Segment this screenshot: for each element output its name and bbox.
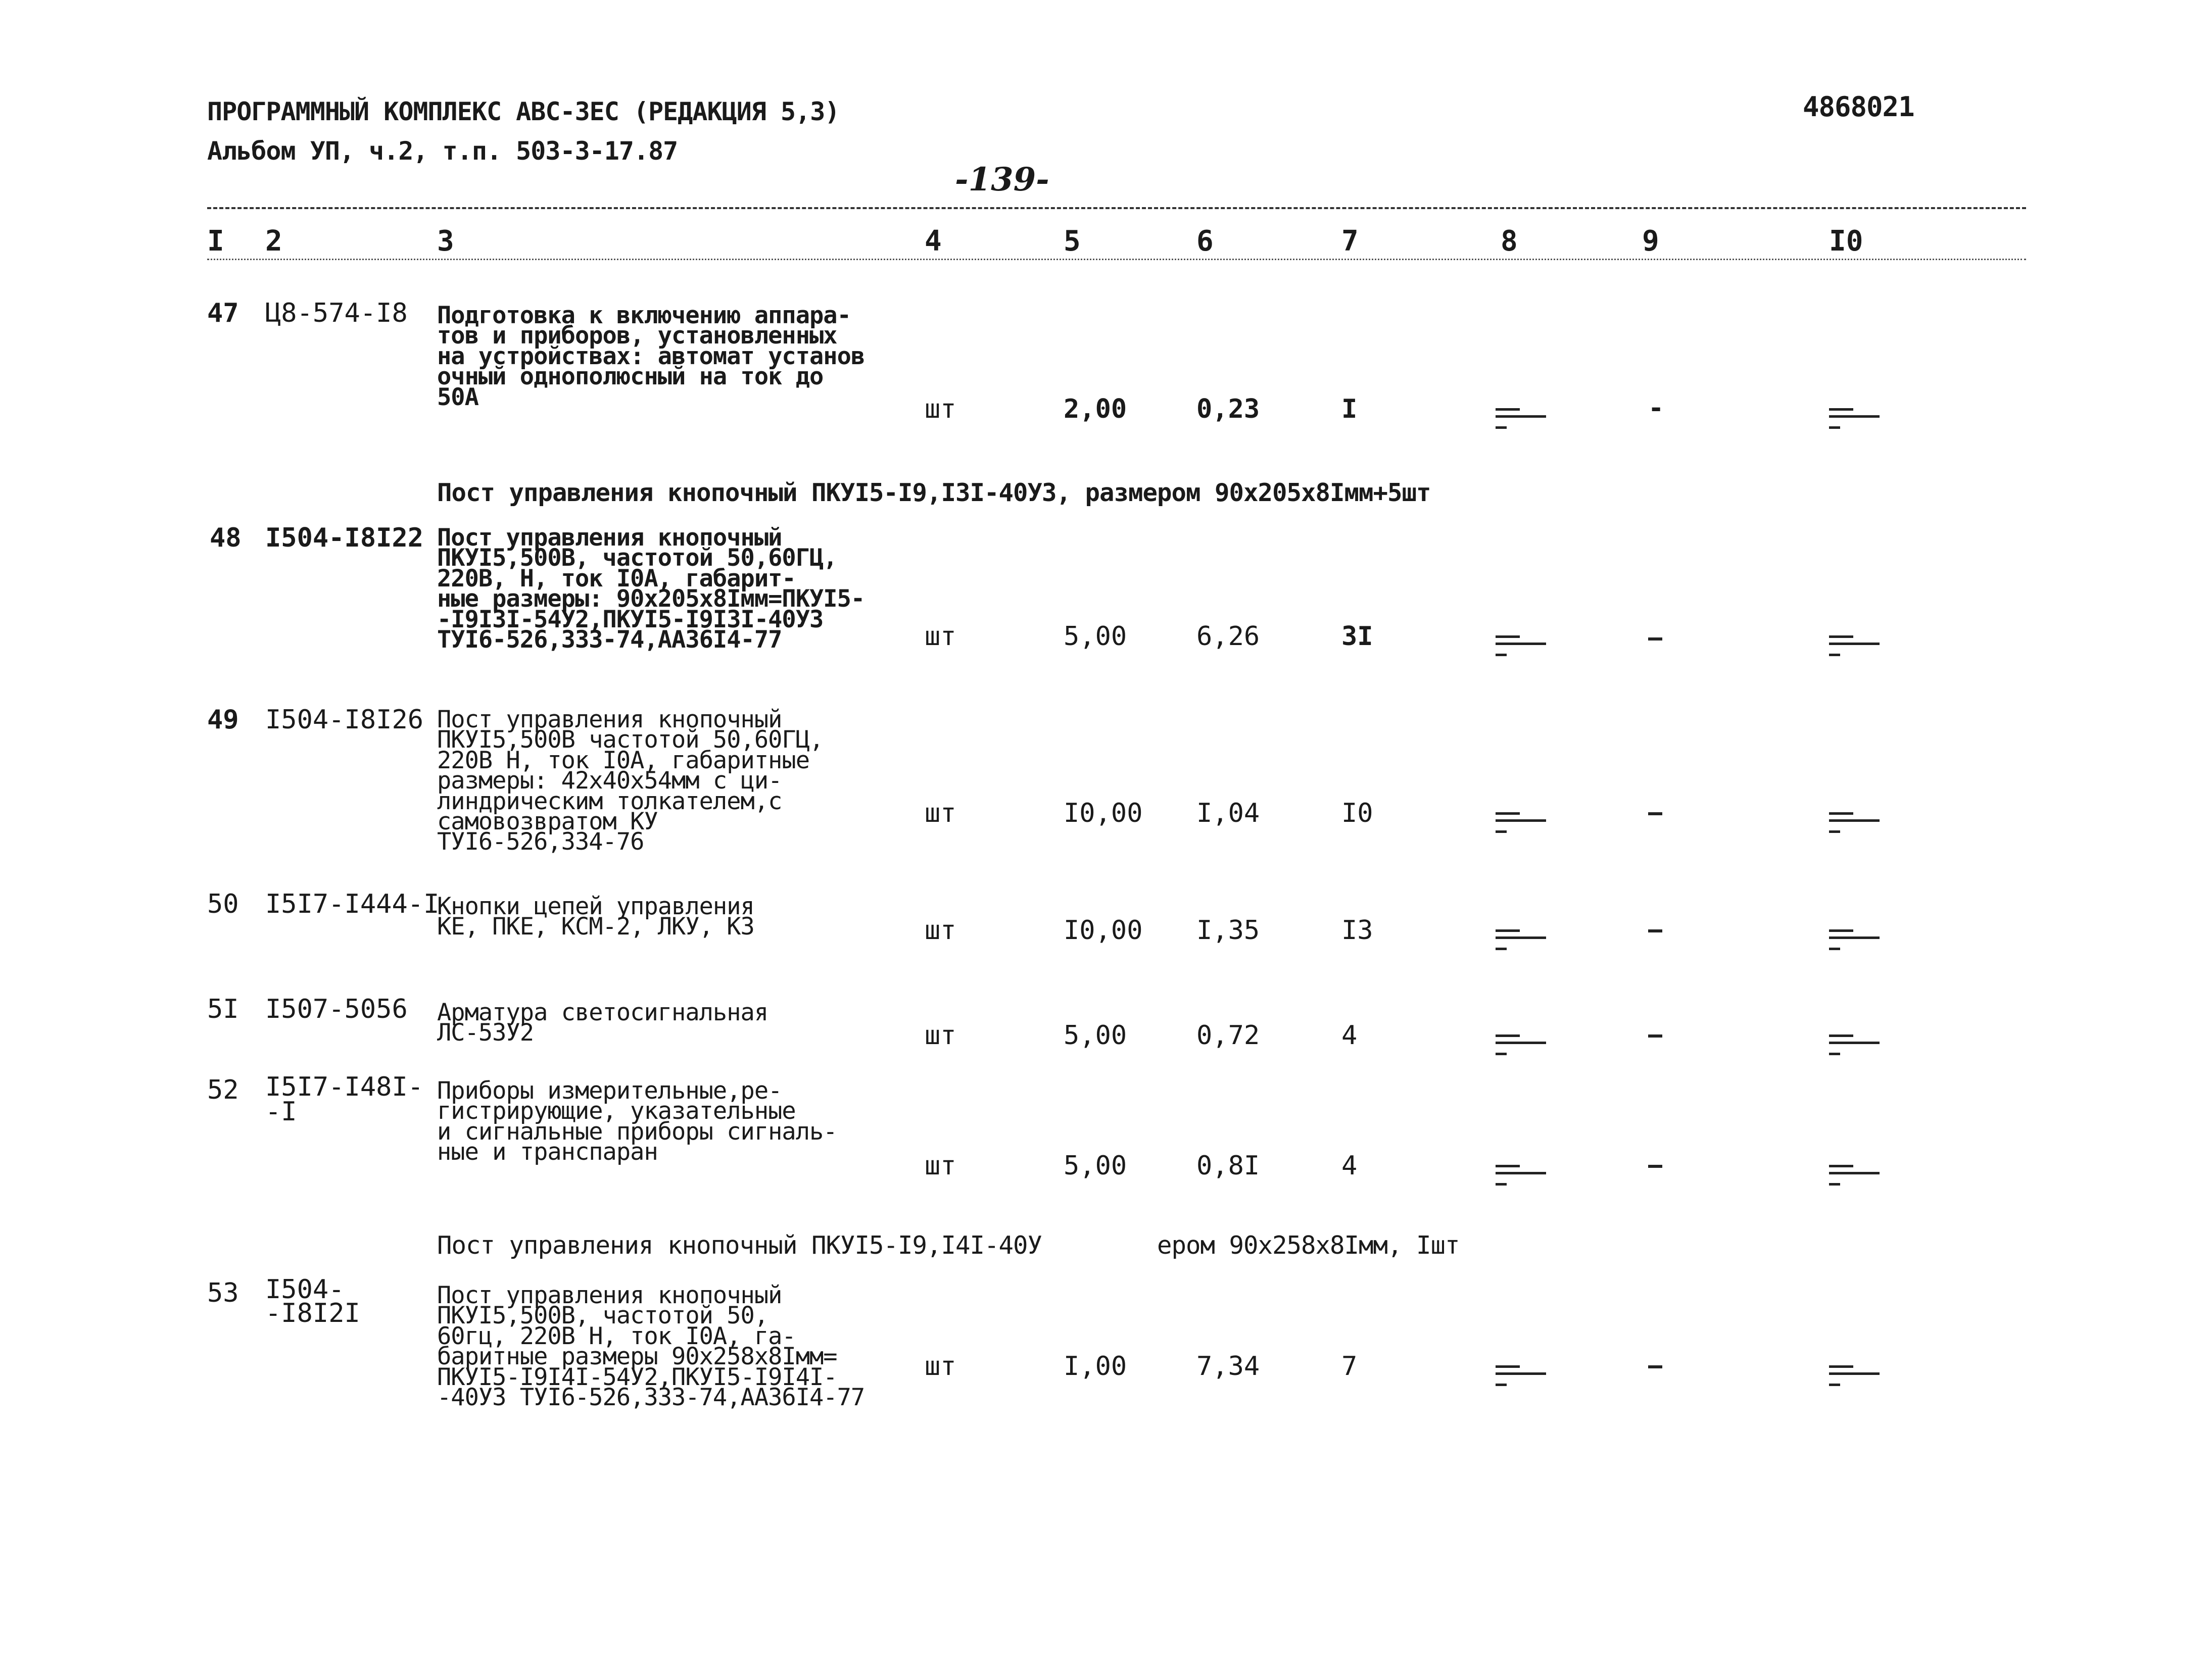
row-description: Пост управления кнопочный ПКУI5,500В, частотой 50,60ГЦ, 220В, Н, ток I0А, габарит- ные размеры: 90х205х8Iмм=ПКУI5- -I9I3I-54У2,ПКУI5-I9I3I-40У3 ТУI6-526,333-74,АА36I4-77 bbox=[437, 524, 865, 654]
row-description: Арматура светосигнальная ЛС-53У2 bbox=[437, 999, 768, 1047]
row-description: Пост управления кнопочный ПКУI5,500В частотой 50,60ГЦ, 220В Н, ток I0А, габаритные размеры: 42х40х54мм с ци- линдрическим толкателем,с самовозвратом КУ ТУI6-526,334-76 bbox=[437, 706, 824, 856]
row-price: I,04 bbox=[1196, 798, 1260, 828]
row-code: I5I7-I48I- -I bbox=[265, 1072, 424, 1127]
col8-dash-mark bbox=[1496, 1165, 1546, 1183]
row-description: Пост управления кнопочный ПКУI5,500В, частотой 50, 60гц, 220В Н, ток I0А, га- баритные размеры 90х258х8Iмм= ПКУI5-I9I4I-54У2,ПКУI5-I9I4I- -40У3 ТУI6-526,333-74,АА36I4-77 bbox=[437, 1281, 865, 1412]
col9-dash bbox=[1648, 812, 1662, 815]
row-number: 50 bbox=[207, 889, 239, 919]
row-code: I504-I8I26 bbox=[265, 705, 424, 735]
row-total: I3 bbox=[1341, 915, 1373, 946]
row-quantity: 5,00 bbox=[1064, 1151, 1127, 1181]
row-quantity: I,00 bbox=[1064, 1351, 1127, 1382]
row-unit: шт bbox=[925, 621, 956, 652]
col9-dash bbox=[1648, 1165, 1662, 1168]
row-total: I bbox=[1341, 394, 1358, 424]
row-quantity: I0,00 bbox=[1064, 798, 1143, 828]
col8-dash-mark bbox=[1496, 812, 1546, 830]
col-header-6: 6 bbox=[1196, 225, 1214, 258]
row-code: I5I7-I444-I bbox=[265, 889, 440, 919]
col-header-8: 8 bbox=[1501, 225, 1518, 258]
col10-dash-mark bbox=[1829, 1165, 1880, 1183]
row-description: Подготовка к включению аппара- тов и приборов, установленных на устройствах: автомат установ очный однополюсный на ток до 50А bbox=[437, 302, 865, 411]
row-number: 47 bbox=[207, 298, 239, 328]
col-header-2: 2 bbox=[265, 225, 282, 258]
row-quantity: I0,00 bbox=[1064, 915, 1143, 946]
row-code: Ц8-574-I8 bbox=[265, 298, 408, 328]
col8-dash-mark bbox=[1496, 408, 1546, 426]
program-title: ПРОГРАММНЫЙ КОМПЛЕКС АВС-ЗЕС (РЕДАКЦИЯ 5,3) bbox=[207, 97, 840, 126]
row-total: 7 bbox=[1341, 1351, 1358, 1382]
col-header-1: I bbox=[207, 225, 224, 258]
col-header-7: 7 bbox=[1341, 225, 1359, 258]
section-title: Пост управления кнопочный ПКУI5-I9,I4I-40У ером 90х258х8Iмм, Iшт bbox=[437, 1231, 1460, 1260]
col9-dash bbox=[1648, 1365, 1662, 1368]
row-code: I507-5056 bbox=[265, 994, 408, 1024]
row-unit: шт bbox=[925, 1020, 956, 1051]
col10-dash-mark bbox=[1829, 1365, 1880, 1384]
row-number: 52 bbox=[207, 1075, 239, 1105]
row-number: 48 bbox=[210, 523, 242, 553]
col10-dash-mark bbox=[1829, 812, 1880, 830]
col8-dash-mark bbox=[1496, 929, 1546, 948]
row-number: 5I bbox=[207, 994, 239, 1024]
row-quantity: 2,00 bbox=[1064, 394, 1127, 424]
row-unit: шт bbox=[925, 1351, 956, 1382]
col8-dash-mark bbox=[1496, 635, 1546, 654]
document-code: 4868021 bbox=[1803, 91, 1914, 123]
row-total: 4 bbox=[1341, 1020, 1358, 1051]
row-quantity: 5,00 bbox=[1064, 1020, 1127, 1051]
col-header-9: 9 bbox=[1642, 225, 1659, 258]
col10-dash-mark bbox=[1829, 635, 1880, 654]
header-rule-bottom bbox=[207, 259, 2026, 260]
album-reference: Альбом УП, ч.2, т.п. 503-3-17.87 bbox=[207, 136, 678, 166]
col9-dash: - bbox=[1648, 393, 1664, 423]
col9-dash bbox=[1648, 1034, 1662, 1038]
section-title: Пост управления кнопочный ПКУI5-I9,I3I-40У3, размером 90х205х8Iмм+5шт bbox=[437, 478, 1431, 507]
row-price: 0,23 bbox=[1196, 394, 1260, 424]
row-total: 4 bbox=[1341, 1151, 1358, 1181]
col-header-3: 3 bbox=[437, 225, 454, 258]
row-number: 49 bbox=[207, 705, 239, 735]
row-unit: шт bbox=[925, 915, 956, 946]
col8-dash-mark bbox=[1496, 1365, 1546, 1384]
row-code: I504- -I8I2I bbox=[265, 1274, 360, 1328]
row-unit: шт bbox=[925, 1151, 956, 1181]
col8-dash-mark bbox=[1496, 1034, 1546, 1053]
row-unit: шт bbox=[925, 798, 956, 828]
row-price: 6,26 bbox=[1196, 621, 1260, 652]
row-price: 7,34 bbox=[1196, 1351, 1260, 1382]
col-header-10: I0 bbox=[1829, 225, 1863, 258]
row-number: 53 bbox=[207, 1278, 239, 1308]
header-rule-top bbox=[207, 207, 2026, 209]
col9-dash bbox=[1648, 637, 1662, 640]
page-number: -139- bbox=[955, 161, 1049, 199]
col-header-5: 5 bbox=[1064, 225, 1081, 258]
col9-dash bbox=[1648, 929, 1662, 932]
row-price: I,35 bbox=[1196, 915, 1260, 946]
row-total: 3I bbox=[1341, 621, 1373, 652]
col10-dash-mark bbox=[1829, 929, 1880, 948]
row-description: Приборы измерительные,ре- гистрирующие, указательные и сигнальные приборы сигналь- ные и транспаран bbox=[437, 1077, 837, 1166]
row-quantity: 5,00 bbox=[1064, 621, 1127, 652]
col10-dash-mark bbox=[1829, 408, 1880, 426]
row-unit: шт bbox=[925, 394, 956, 424]
row-description: Кнопки цепей управления КЕ, ПКЕ, КСМ-2, ЛКУ, КЗ bbox=[437, 893, 754, 941]
col-header-4: 4 bbox=[925, 225, 942, 258]
row-price: 0,8I bbox=[1196, 1151, 1260, 1181]
row-price: 0,72 bbox=[1196, 1020, 1260, 1051]
col10-dash-mark bbox=[1829, 1034, 1880, 1053]
row-total: I0 bbox=[1341, 798, 1373, 828]
row-code: I504-I8I22 bbox=[265, 523, 424, 553]
